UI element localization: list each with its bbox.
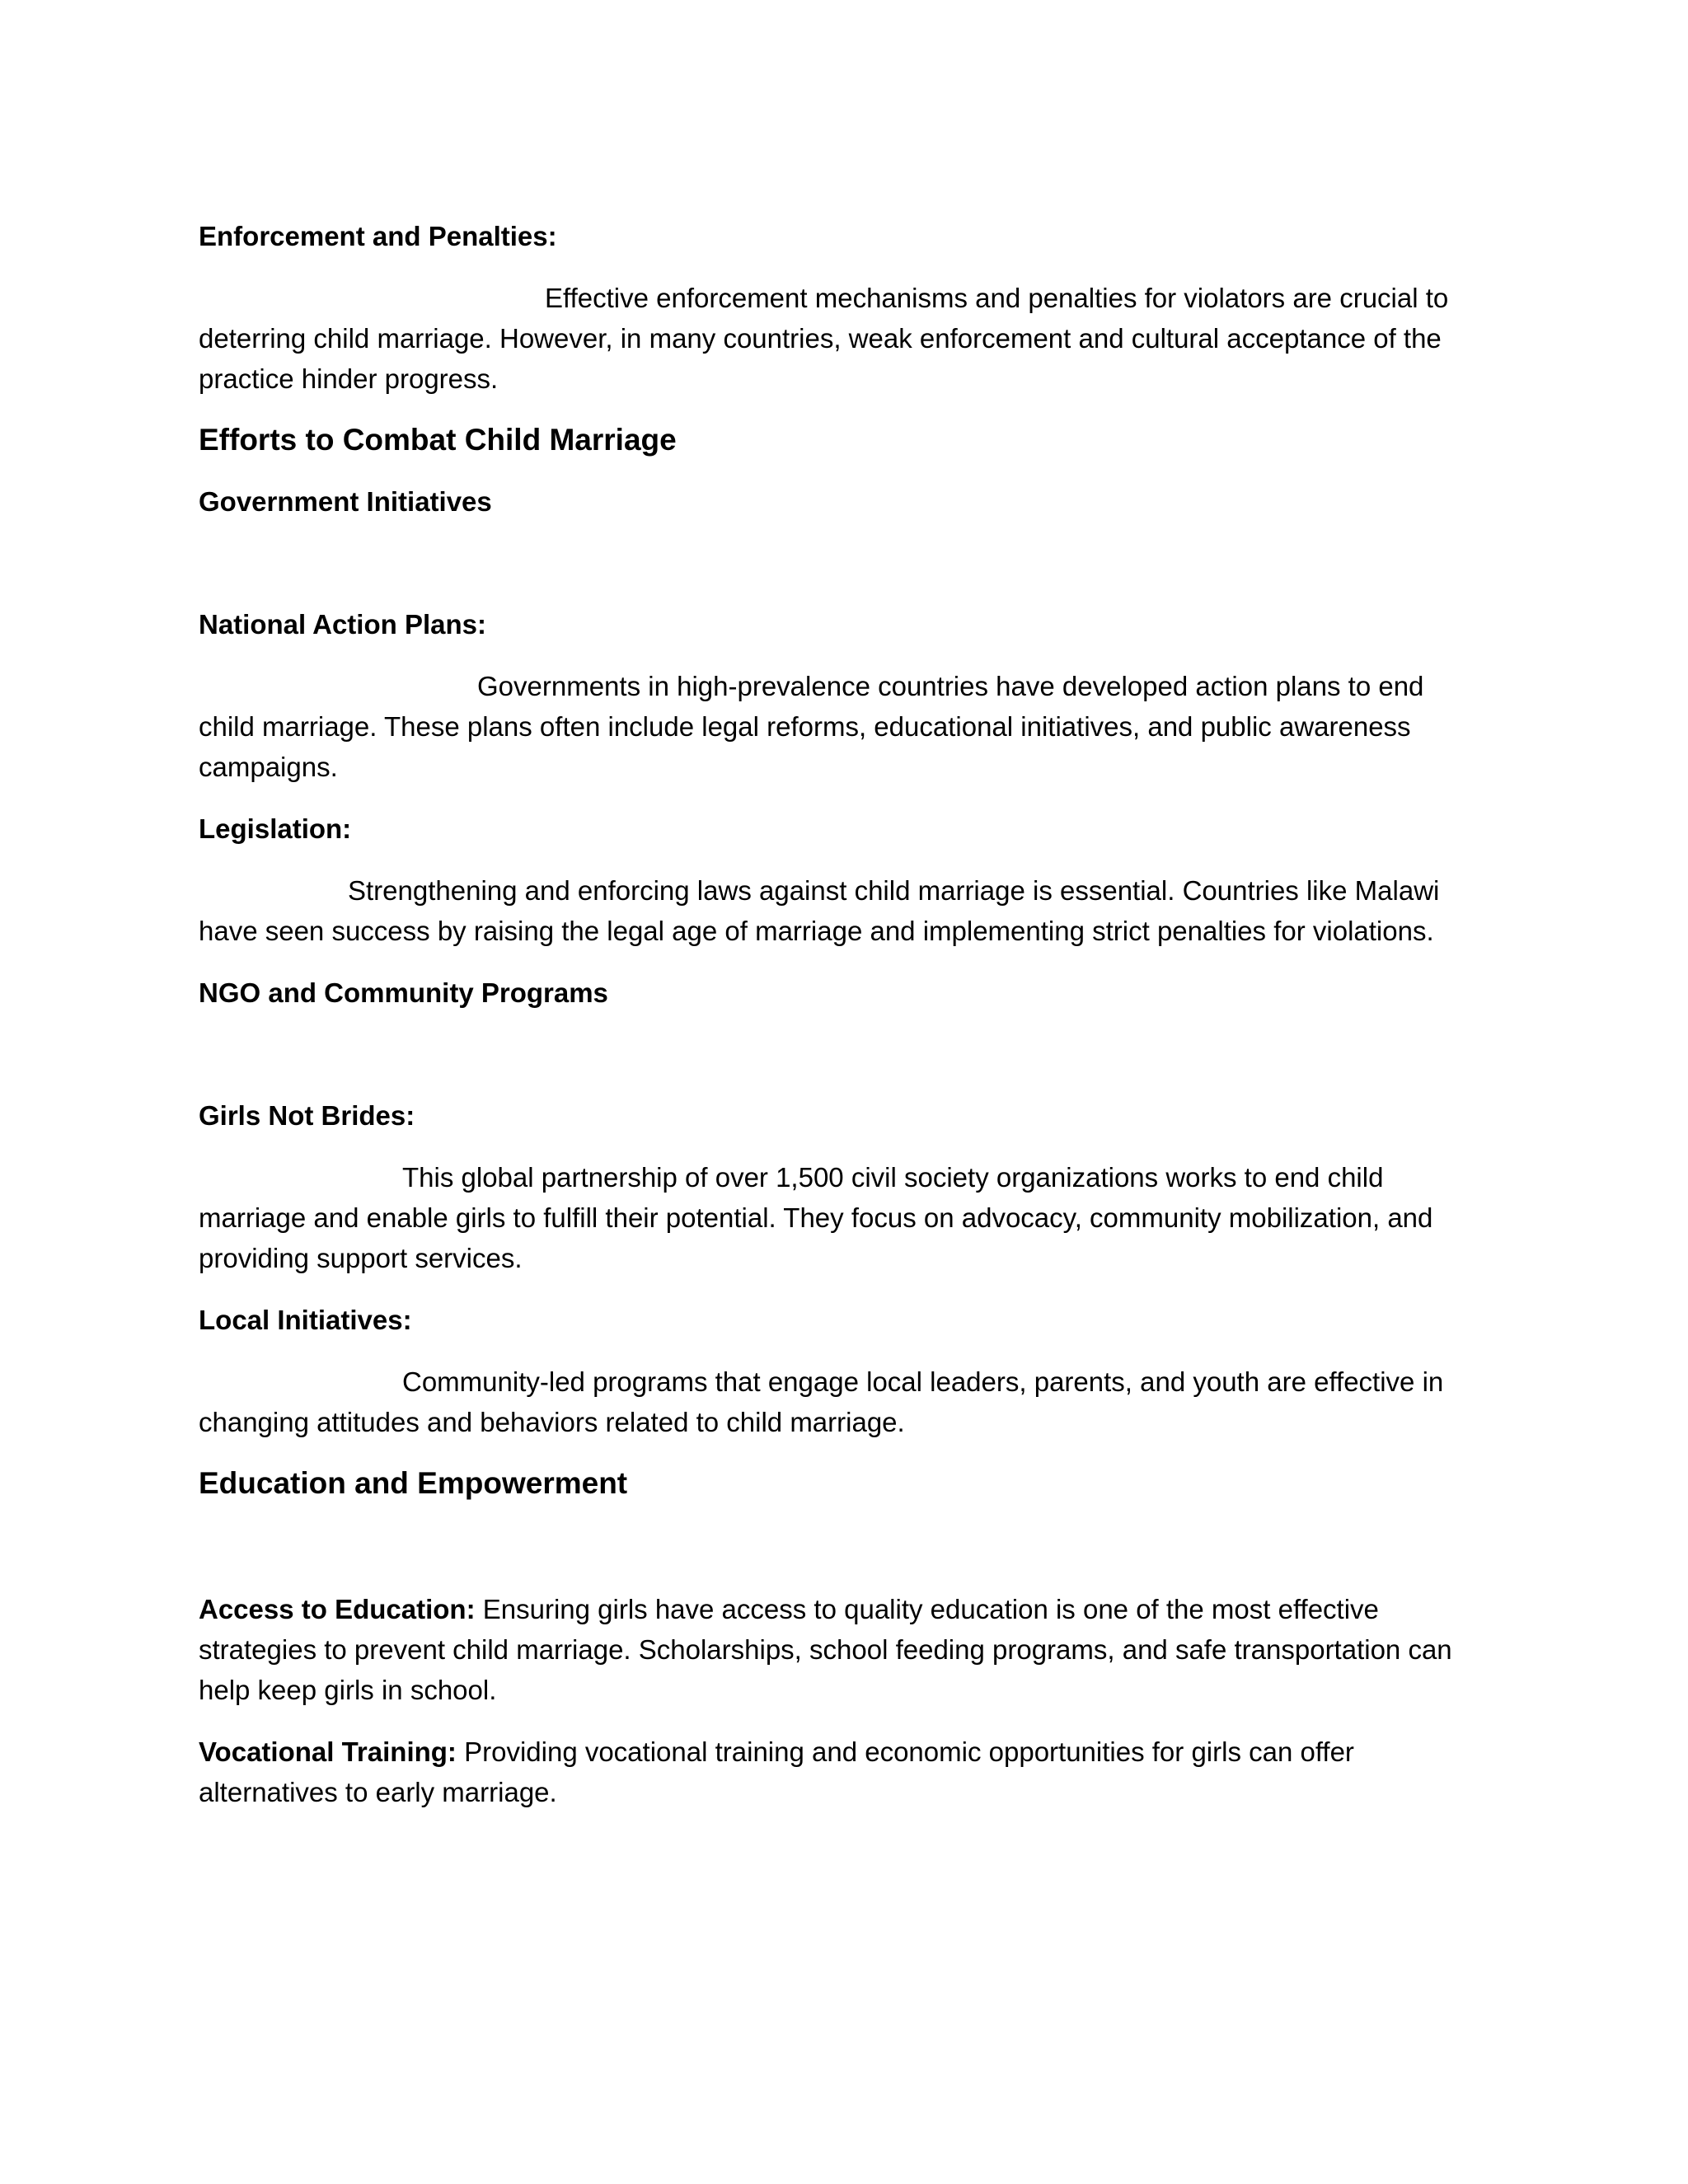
- vocational-paragraph: [199, 1732, 1484, 1812]
- vocational-label: Vocational Training:: [199, 1736, 457, 1767]
- legislation-paragraph: Strengthening and enforcing laws against child marriage is essential. Countries like Malawi have seen success by raising the legal age of marriage and implementing strict penalties for violations.: [199, 875, 1440, 946]
- access-text: Ensuring girls have access to quality education is one of the most effective strategies to prevent child marriage. Scholarships, school feeding programs, and safe transportation can help keep girls in school.: [199, 1594, 1452, 1705]
- access-paragraph: [199, 1589, 1484, 1710]
- local-initiatives-heading: Local Initiatives:: [199, 1305, 412, 1335]
- girls-not-brides-paragraph: This global partnership of over 1,500 civil society organizations works to end child marriage and enable girls to fulfill their potential. They focus on advocacy, community mobilization, and providing support services.: [199, 1162, 1433, 1273]
- document-body: [199, 198, 1484, 1812]
- access-label: Access to Education:: [199, 1594, 476, 1624]
- enforcement-paragraph: Effective enforcement mechanisms and penalties for violators are crucial to deterring child marriage. However, in many countries, weak enforcement and cultural acceptance of the practice hinder progress.: [199, 283, 1449, 394]
- efforts-heading: Efforts to Combat Child Marriage: [199, 423, 677, 457]
- vocational-text: Providing vocational training and economic opportunities for girls can offer alternatives to early marriage.: [199, 1736, 1354, 1807]
- legislation-heading: Legislation:: [199, 813, 352, 844]
- national-plans-heading: National Action Plans:: [199, 609, 486, 640]
- national-plans-paragraph: Governments in high-prevalence countries have developed action plans to end child marriage. These plans often include legal reforms, educational initiatives, and public awareness campaigns.: [199, 671, 1424, 782]
- education-heading: Education and Empowerment: [199, 1466, 628, 1500]
- girls-not-brides-heading: Girls Not Brides:: [199, 1100, 415, 1131]
- enforcement-heading: Enforcement and Penalties:: [199, 221, 557, 251]
- government-heading: Government Initiatives: [199, 486, 492, 517]
- ngo-heading: NGO and Community Programs: [199, 977, 608, 1008]
- local-initiatives-paragraph: Community-led programs that engage local leaders, parents, and youth are effective in changing attitudes and behaviors related to child marriage.: [199, 1366, 1444, 1437]
